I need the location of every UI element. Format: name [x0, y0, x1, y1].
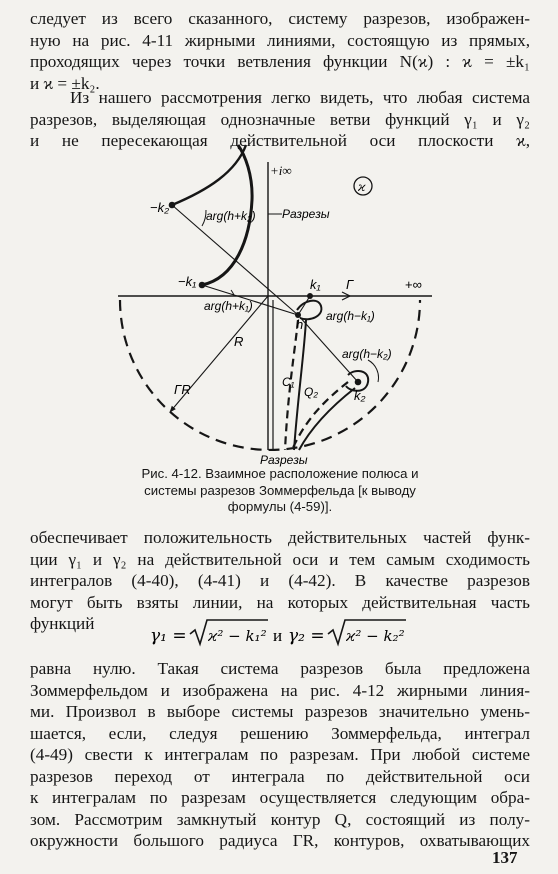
text-line: функций [30, 614, 95, 633]
caption-line: формулы (4-59)]. [227, 499, 333, 514]
text-line: ную на рис. 4-11 жирными линиями, состоящую из прямых, [30, 30, 530, 50]
label-gamma-R: ΓR [174, 382, 191, 397]
text-line: разрезов переход от интеграла по действительной оси [30, 766, 530, 786]
contour-diagram [110, 150, 445, 468]
text-line: обеспечивает положительность действительных частей функ- [30, 528, 530, 547]
eq-gamma1: γ₁ = [150, 626, 187, 646]
caption-line: Рис. 4-12. Взаимное расположение полюса и [141, 466, 419, 481]
label-plus-i-inf: +i∞ [270, 163, 292, 178]
eq-gamma2: γ₂ = [288, 626, 325, 646]
point-minus-k2 [169, 202, 176, 209]
text-line: ми. Произвол в выборе системы разрезов значительно умень- [30, 702, 530, 721]
label-arg-h-plus-k1: arg(h+k₁) [204, 299, 253, 313]
caption-line: системы разрезов Зоммерфельда [к выводу [144, 482, 416, 498]
text-line: окружности большого радиуса ΓR, контуров, охватывающих [30, 831, 530, 850]
label-h: h [296, 317, 304, 332]
text-line: Зоммерфельдом и изображена на рис. 4-12 жирными линия- [30, 680, 530, 700]
paragraph-1 [30, 8, 530, 94]
angle-arc-h-minus-k2 [368, 360, 378, 382]
text-line: проходящих через точки ветвления функции N(ϰ) : ϰ = ±k₁ [30, 52, 530, 71]
text-line: и ϰ = ±k₂. [30, 73, 100, 93]
semicircle-contour [120, 300, 420, 450]
label-R: R [234, 334, 244, 349]
label-arg-h-plus-k2: arg(h+k₂) [206, 209, 256, 223]
figure-caption [100, 466, 460, 516]
label-arg-h-minus-k1: arg(h−k₁) [326, 309, 375, 323]
figure-4-12 [110, 150, 445, 468]
point-k1 [307, 293, 313, 299]
text-line: и не пересекающая действительной оси плоскости ϰ, [30, 131, 530, 150]
text-line: равна нулю. Такая система разрезов была предложена [30, 659, 530, 678]
text-line: могут быть взяты линии, на которых действительная часть [30, 592, 530, 612]
label-kappa: ϰ [358, 180, 366, 194]
eq-root1: ϰ² − k₁² [208, 627, 267, 645]
eq-root2: ϰ² − k₂² [346, 627, 405, 645]
label-Q2: Q₂ [304, 385, 318, 399]
text-line: зом. Рассмотрим замкнутый контур Q, состоящий из полу- [30, 809, 530, 829]
label-plus-inf: +∞ [405, 277, 422, 292]
label-arg-h-minus-k2: arg(h−k₂) [342, 347, 392, 361]
equation-svg [150, 616, 410, 650]
paragraph-2 [30, 87, 530, 152]
label-k2: k₂ [354, 388, 366, 403]
label-minus-k2: −k₂ [150, 200, 170, 215]
label-razrezy-top: Разрезы [282, 207, 330, 221]
label-minus-k1: −k₁ [178, 274, 197, 289]
text-line: ции γ₁ и γ₂ на действительной оси и тем самым сходимость [30, 549, 530, 569]
text-line: интегралов (4-40), (4-41) и (4-42). В качестве разрезов [30, 571, 530, 590]
text-line: разрезов, выделяющая однозначные ветви функций γ₁ и γ₂ [30, 109, 530, 129]
text-line: шается, если, следуя решению Зоммерфельда, интеграл [30, 723, 530, 743]
point-k2 [355, 379, 362, 386]
page-number: 137 [492, 848, 518, 867]
point-minus-k1 [199, 282, 206, 289]
label-gamma: Γ [346, 277, 354, 292]
equation-gammas [150, 616, 410, 650]
contour-q2-dashed [292, 382, 348, 450]
eq-conj: и [273, 626, 283, 645]
text-line: Из нашего рассмотрения легко видеть, что любая система [70, 88, 530, 107]
paragraph-4 [30, 658, 530, 852]
text-line: (4-49) свести к интегралам по разрезам. При любой системе [30, 745, 530, 764]
text-line: к интегралам по разрезам осуществляется следующим обра- [30, 788, 530, 807]
text-line: следует из всего сказанного, систему разрезов, изображен- [30, 9, 530, 28]
label-k1: k₁ [310, 277, 321, 292]
label-C1: C₁ [282, 375, 295, 389]
label-razrezy-bottom: Разрезы [260, 453, 308, 467]
cut-curve-minus-k2 [172, 145, 246, 205]
